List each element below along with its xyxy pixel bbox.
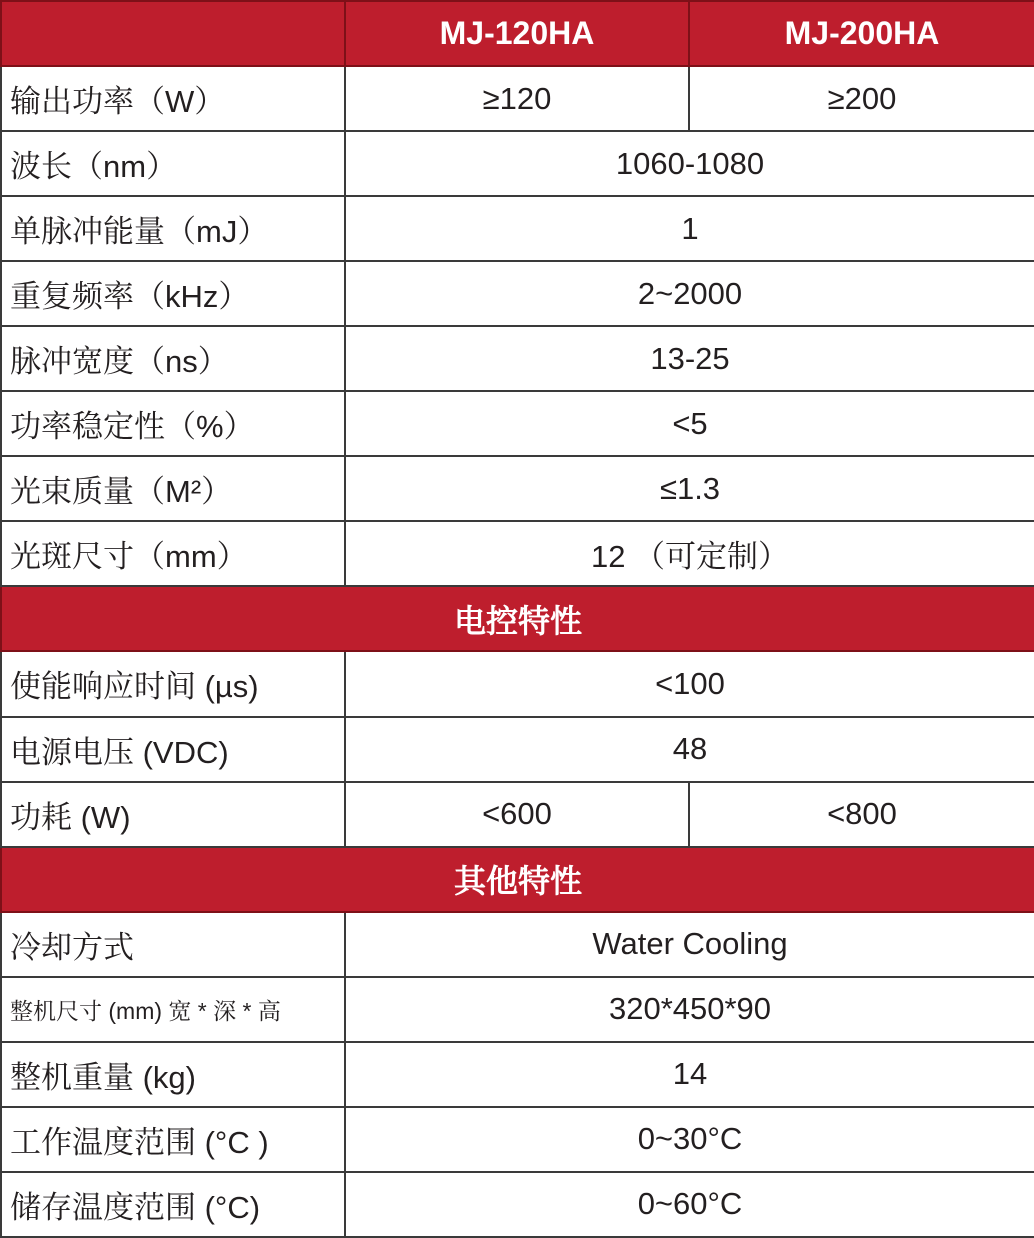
row-label: 功率稳定性（%）	[1, 391, 345, 456]
table-row	[1, 977, 1034, 1042]
header-row	[1, 1, 1034, 66]
row-label: 波长（nm）	[1, 131, 345, 196]
row-value: 14	[345, 1042, 1034, 1107]
row-value: 48	[345, 717, 1034, 782]
table-row	[1, 456, 1034, 521]
table-row	[1, 326, 1034, 391]
section-title-other: 其他特性	[1, 847, 1034, 912]
row-value: 2~2000	[345, 261, 1034, 326]
table-row	[1, 717, 1034, 782]
row-value: <100	[345, 651, 1034, 716]
row-value: 12 （可定制）	[345, 521, 1034, 586]
row-value: 0~60°C	[345, 1172, 1034, 1237]
table-row	[1, 1107, 1034, 1172]
table-row	[1, 391, 1034, 456]
row-value: <600	[345, 782, 689, 847]
row-value: 1	[345, 196, 1034, 261]
model-header-2: MJ-200HA	[689, 1, 1034, 66]
table-row	[1, 1172, 1034, 1237]
row-label: 储存温度范围 (°C)	[1, 1172, 345, 1237]
row-value: <5	[345, 391, 1034, 456]
row-label: 输出功率（W）	[1, 66, 345, 131]
table-row	[1, 651, 1034, 716]
table-row	[1, 1042, 1034, 1107]
row-label: 整机尺寸 (mm) 宽 * 深 * 高	[1, 977, 345, 1042]
section-row-electrical	[1, 586, 1034, 651]
row-label: 单脉冲能量（mJ）	[1, 196, 345, 261]
row-label: 光束质量（M²）	[1, 456, 345, 521]
row-label: 电源电压 (VDC)	[1, 717, 345, 782]
row-label: 使能响应时间 (µs)	[1, 651, 345, 716]
row-value: <800	[689, 782, 1034, 847]
row-value: ≥200	[689, 66, 1034, 131]
table-row	[1, 521, 1034, 586]
table-row	[1, 131, 1034, 196]
row-label: 脉冲宽度（ns）	[1, 326, 345, 391]
section-title-electrical: 电控特性	[1, 586, 1034, 651]
table-row	[1, 196, 1034, 261]
row-label: 工作温度范围 (°C )	[1, 1107, 345, 1172]
row-value: ≥120	[345, 66, 689, 131]
row-value: Water Cooling	[345, 912, 1034, 977]
model-header-1: MJ-120HA	[345, 1, 689, 66]
row-label: 重复频率（kHz）	[1, 261, 345, 326]
section-row-other	[1, 847, 1034, 912]
table-row	[1, 912, 1034, 977]
row-value: 13-25	[345, 326, 1034, 391]
table-row	[1, 782, 1034, 847]
row-value: 320*450*90	[345, 977, 1034, 1042]
row-value: 0~30°C	[345, 1107, 1034, 1172]
row-label: 整机重量 (kg)	[1, 1042, 345, 1107]
table-row	[1, 66, 1034, 131]
header-corner	[1, 1, 345, 66]
row-label: 冷却方式	[1, 912, 345, 977]
row-value: ≤1.3	[345, 456, 1034, 521]
row-value: 1060-1080	[345, 131, 1034, 196]
row-label: 光斑尺寸（mm）	[1, 521, 345, 586]
table-row	[1, 261, 1034, 326]
row-label: 功耗 (W)	[1, 782, 345, 847]
